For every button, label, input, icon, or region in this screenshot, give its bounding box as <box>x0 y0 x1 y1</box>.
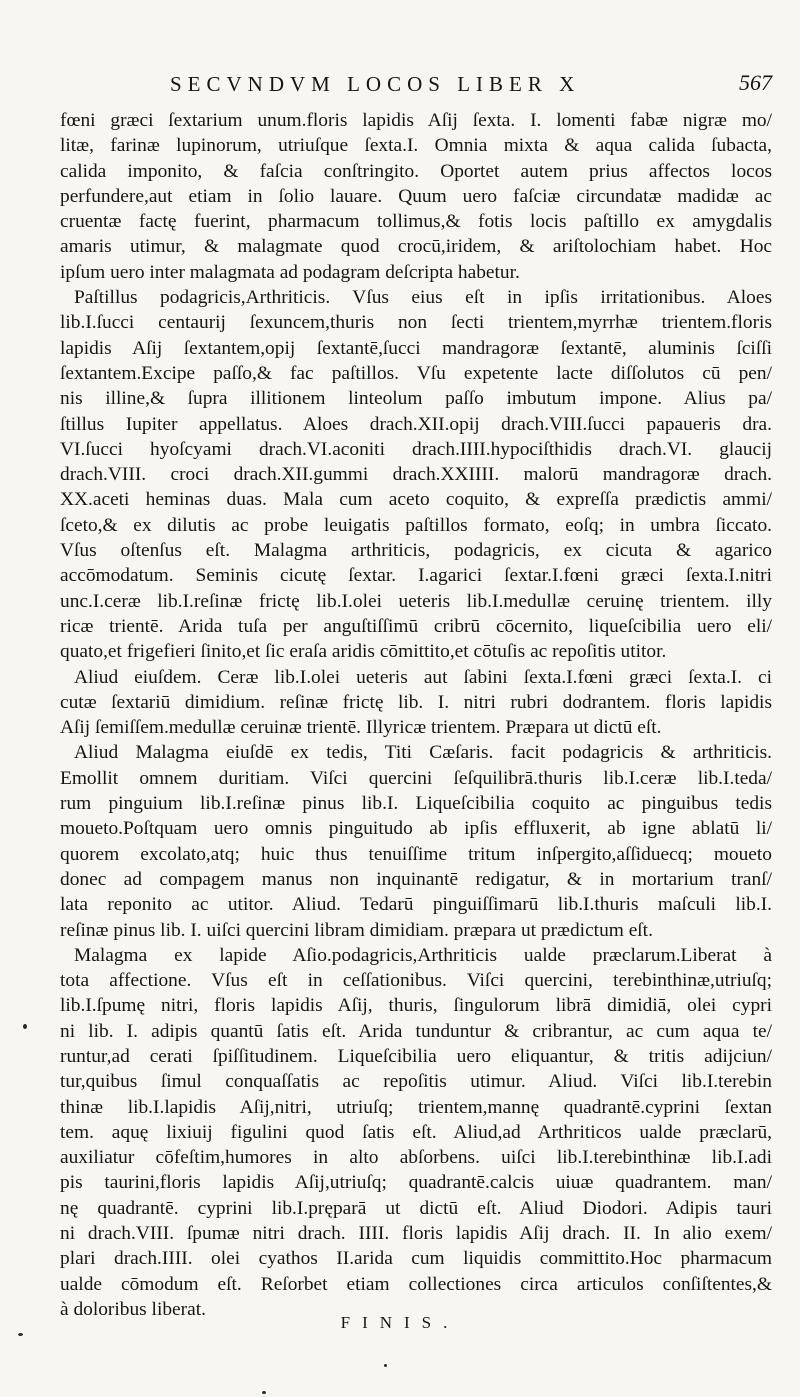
text-line: Malagma ex lapide Aſio.podagricis,Arthriticis ualde præclarum.Liberat à <box>74 944 772 966</box>
text-line: lata reponito ac utitor. Aliud. Tedarū pinguiſſimarū lib.I.thuris maſculi lib.I. <box>60 894 772 916</box>
text-line: à doloribus liberat. <box>60 1298 206 1320</box>
text-line: ſtillus Iupiter appellatus. Aloes drach.XII.opij drach.VIII.ſucci papaueris dra. <box>60 413 772 435</box>
text-line: nis illine,& ſupra illitionem linteolum paſſo imbutum impone. Alius pa/ <box>60 388 772 410</box>
text-line: reſinæ pinus lib. I. uiſci quercini libram dimidiam. præpara ut prædictum eſt. <box>60 919 653 941</box>
text-line: accōmodatum. Seminis cicutę ſextar. I.agarici ſextar.I.fœni græci ſexta.I.nitri <box>60 565 772 587</box>
ink-speck <box>384 1364 387 1367</box>
text-line: rum pinguium lib.I.reſinæ pinus lib.I. Liqueſcibilia coquito ac pinguibus tedis <box>60 793 772 815</box>
text-line: fœni græci ſextarium unum.floris lapidis Aſij ſexta. I. lomenti fabæ nigræ mo/ <box>60 110 772 131</box>
ink-speck <box>23 1024 27 1029</box>
text-line: cutæ ſextariū dimidium. reſinæ frictę lib. I. nitri rubri dodrantem. floris lapidis <box>60 691 772 713</box>
text-line: ſextantem.Excipe paſſo,& fac paſtillos. Vſu expetente lacte diſſolutos cū pen/ <box>60 362 772 384</box>
ink-speck <box>18 1333 23 1336</box>
text-line: unc.I.ceræ lib.I.reſinæ frictę lib.I.olei ueteris lib.I.medullæ ceruinę trientem. illy <box>60 590 772 612</box>
text-line: thinæ lib.I.lapidis Aſij,nitri, utriuſq; trientem,mannę quadrantē.cyprini ſextan <box>60 1096 772 1118</box>
body-text <box>60 108 772 1322</box>
running-header <box>60 70 772 106</box>
text-line: ſceto,& ex dilutis ac probe leuigatis paſtillos formato, eoſq; in umbra ſiccato. <box>60 514 772 536</box>
text-line: VI.ſucci hyoſcyami drach.VI.aconiti drach.IIII.hypociſthidis drach.VI. glaucij <box>60 438 772 460</box>
text-line: donec ad compagem manus non inquinantē redigatur, & in mortarium tranſ/ <box>60 868 772 890</box>
text-line: litæ, farinæ lupinorum, utriuſque ſexta.I. Omnia mixta & aqua calida ſubacta, <box>60 135 772 157</box>
text-line: auxiliatur cōfeſtim,humores in alto abſorbens. uiſci lib.I.terebinthinæ lib.I.adi <box>60 1147 772 1169</box>
text-line: ni lib. I. adipis quantū ſatis eſt. Arida tunduntur & cribrantur, ac cum aqua te/ <box>60 1020 772 1042</box>
text-line: cruentæ factę fuerint, pharmacum tollimus,& fotis locis paſtillo ex amygdalis <box>60 211 772 233</box>
text-line: Vſus oſtenſus eſt. Malagma arthriticis, podagricis, ex cicuta & agarico <box>60 540 772 562</box>
running-title: SECVNDVM LOCOS LIBER X <box>170 72 581 96</box>
text-line: Emollit omnem duritiam. Viſci quercini ſeſquilibrā.thuris lib.I.ceræ lib.I.teda/ <box>60 767 772 789</box>
text-line: XX.aceti heminas duas. Mala cum aceto coquito, & expreſſa prædictis ammi/ <box>60 489 772 511</box>
text-line: quorem excolato,atq; huic thus tenuiſſime tritum inſpergito,aſſiduecq; moueto <box>60 843 772 865</box>
text-line: Aliud eiuſdem. Ceræ lib.I.olei ueteris aut ſabini ſexta.I.fœni græci ſexta.I. ci <box>74 666 772 688</box>
text-line: quato,et frigefieri ſinito,et ſic eraſa aridis cōmittito,et cōtuſis ac repoſitis utitor. <box>60 641 667 663</box>
text-line: tur,quibus ſimul conquaſſatis ac repoſitis utimur. Aliud. Viſci lib.I.terebin <box>60 1071 772 1093</box>
text-line: calida imponito, & faſcia conſtringito. Oportet autem prius affectos locos <box>60 160 772 182</box>
text-line: lib.I.ſucci centaurij ſexuncem,thuris non ſecti trientem,myrrhæ trientem.floris <box>60 312 772 334</box>
text-line: drach.VIII. croci drach.XII.gummi drach.XXIIII. malorū mandragoræ drach. <box>60 464 772 486</box>
text-line: ipſum uero inter malagmata ad podagram deſcripta habetur. <box>60 261 520 283</box>
finis-colophon: FINIS. <box>340 1313 460 1332</box>
text-line: Aliud Malagma eiuſdē ex tedis, Titi Cæſaris. facit podagricis & arthriticis. <box>74 742 772 764</box>
text-line: pis taurini,floris lapidis Aſij,utriuſq; quadrantē.calcis uiuæ quadrantem. man/ <box>60 1172 772 1194</box>
text-line: Paſtillus podagricis,Arthriticis. Vſus eius eſt in ipſis irritationibus. Aloes <box>74 287 772 309</box>
text-line: perfundere,aut etiam in ſolio lauare. Quum uero faſciæ circundatæ madidæ ac <box>60 185 772 207</box>
text-line: Aſij ſemiſſem.medullæ ceruinæ trientē. Illyricæ trientem. Præpara ut dictū eſt. <box>60 717 662 739</box>
text-line: ricæ trientē. Arida tuſa per anguſtiſſimū cribrū cōcernito, liqueſcibilia uero eli/ <box>60 615 772 637</box>
text-line: ni drach.VIII. ſpumæ nitri drach. IIII. floris lapidis Aſij drach. II. In alio exem/ <box>60 1223 772 1245</box>
text-line: nę quadrantē. cyprini lib.I.pręparā ut dictū eſt. Aliud Diodori. Adipis tauri <box>60 1197 772 1219</box>
text-line: lapidis Aſij ſextantem,opij ſextantē,ſucci mandragoræ ſextantē, aluminis ſciſſi <box>60 337 772 359</box>
page-number: 567 <box>739 70 772 95</box>
text-line: tem. aquę lixiuij figulini quod ſatis eſt. Aliud,ad Arthriticos ualde præclarū, <box>60 1121 772 1143</box>
text-line: amaris utimur, & malagmate quod crocū,iridem, & ariſtolochiam habet. Hoc <box>60 236 772 258</box>
text-line: plari drach.IIII. olei cyathos II.arida cum liquidis committito.Hoc pharmacum <box>60 1248 772 1270</box>
text-line: tota affectione. Vſus eſt in ceſſationibus. Viſci quercini, terebinthinæ,utriuſq; <box>60 970 772 992</box>
text-line: moueto.Poſtquam uero omnis pinguitudo ab ipſis effluxerit, ab igne ablatū li/ <box>60 818 772 840</box>
text-line: ualde cōmodum eſt. Reſorbet etiam collectiones circa articulos conſiſtentes,& <box>60 1273 772 1295</box>
text-line: lib.I.ſpumę nitri, floris lapidis Aſij, thuris, ſingulorum librā dimidiā, olei cypri <box>60 995 772 1017</box>
ink-speck <box>262 1391 266 1394</box>
text-line: runtur,ad cerati ſpiſſitudinem. Liqueſcibilia uero eliquantur, & tritis adijciun/ <box>60 1045 772 1067</box>
